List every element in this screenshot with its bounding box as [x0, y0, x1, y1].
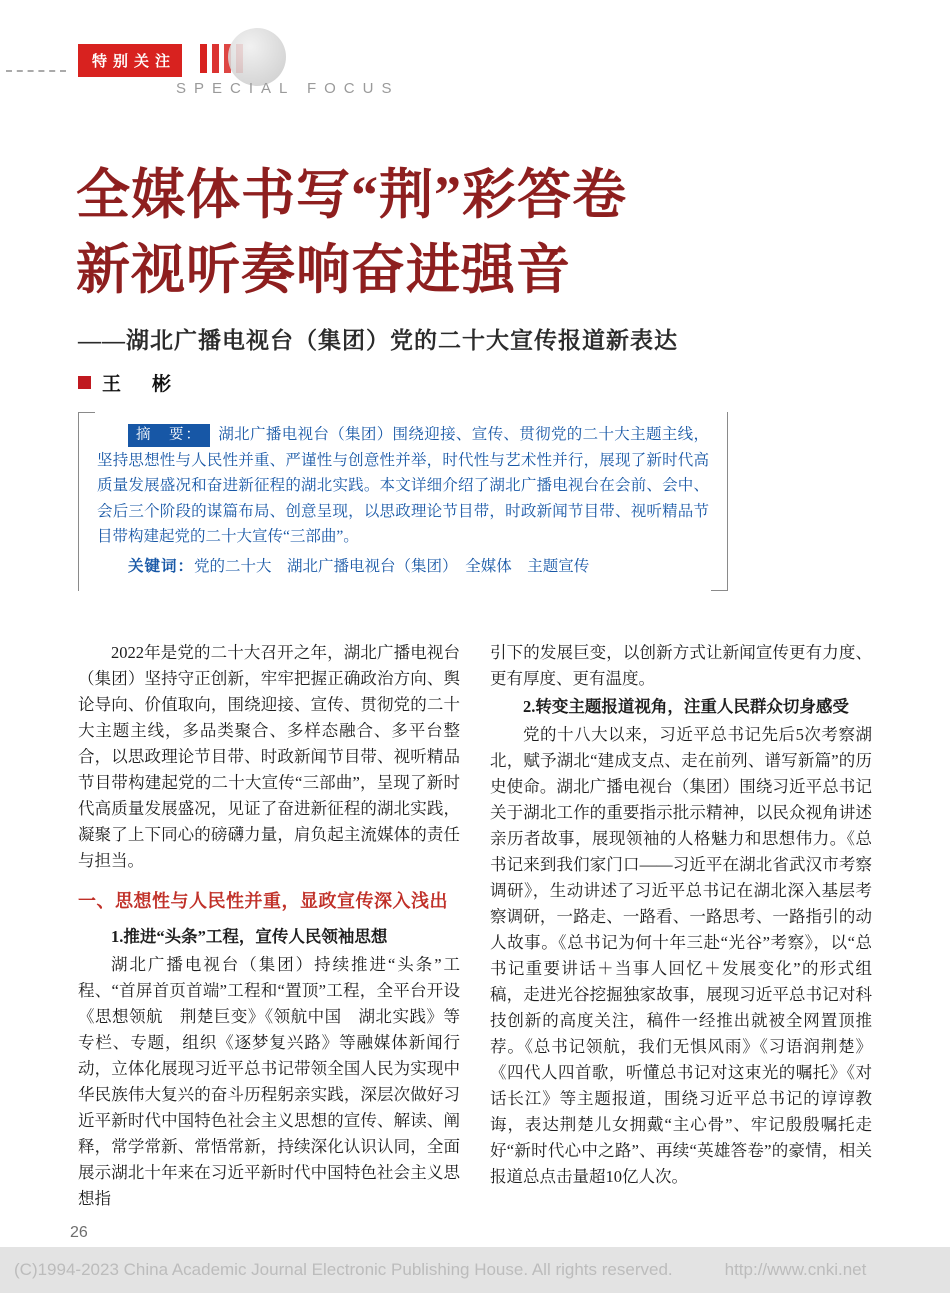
page-number: 26 — [70, 1224, 88, 1241]
left-column — [78, 640, 460, 1212]
author-line — [78, 369, 177, 396]
continuation-paragraph: 引下的发展巨变，以创新方式让新闻宣传更有力度、更有厚度、更有温度。 — [490, 643, 872, 688]
subsection-1-paragraph: 湖北广播电视台（集团）持续推进“头条”工程、“首屏首页首端”工程和“置顶”工程，全平台开设《思想领航 荆楚巨变》《领航中国 湖北实践》等专栏、专题，组织《逐梦复兴路》等融媒体新闻行动，立体化展现习近平总书记带领全国人民为实现中华民族伟大复兴的奋斗历程躬亲实践，深层次做好习近平新时代中国特色社会主义思想的宣传、解读、阐释，常学常新、常悟常新，持续深化认识认同，全面展示湖北十年来在习近平新时代中国特色社会主义思想指 — [78, 955, 460, 1208]
author-name: 王 彬 — [102, 374, 178, 395]
article-title-line1: 全媒体书写“荆”彩答卷 — [76, 165, 627, 225]
author-bullet-square — [78, 376, 91, 389]
subsection-1-heading: 1.推进“头条”工程，宣传人民领袖思想 — [111, 927, 388, 946]
right-column — [490, 640, 872, 1212]
abstract-block — [78, 412, 728, 591]
keywords-text: 党的二十大 湖北广播电视台（集团） 全媒体 主题宣传 — [194, 557, 590, 575]
article-subtitle: ——湖北广播电视台（集团）党的二十大宣传报道新表达 — [78, 328, 678, 353]
article-title-line2: 新视听奏响奋进强音 — [76, 240, 571, 300]
globe-graphic-decoration — [228, 28, 286, 86]
body-columns — [78, 640, 872, 1212]
red-bar — [200, 44, 207, 73]
keywords-line — [97, 554, 709, 580]
red-bar — [212, 44, 219, 73]
special-focus-badge: 特别关注 — [78, 44, 182, 77]
intro-paragraph: 2022年是党的二十大召开之年，湖北广播电视台（集团）坚持守正创新，牢牢把握正确政治方向、舆论导向、价值取向，围绕迎接、宣传、贯彻党的二十大主题主线，多品类聚合、多样态融合、多平台整合，以思政理论节目带、时政新闻节目带、视听精品节目带构建起党的二十大宣传“三部曲”，呈现了新时代高质量发展盛况，见证了奋进新征程的湖北实践，凝聚了上下同心的磅礴力量，肩负起主流媒体的责任与担当。 — [78, 643, 460, 870]
abstract-label-badge: 摘 要： — [128, 424, 210, 447]
subsection-2-heading: 2.转变主题报道视角，注重人民群众切身感受 — [523, 697, 849, 716]
margin-dashes-decoration — [6, 70, 66, 72]
subsection-2-paragraph: 党的十八大以来，习近平总书记先后5次考察湖北，赋予湖北“建成支点、走在前列、谱写新篇”的历史使命。湖北广播电视台（集团）围绕习近平总书记关于湖北工作的重要指示批示精神，以民众视角讲述亲历者故事，展现领袖的人格魅力和思想伟力。《总书记来到我们家门口——习近平在湖北省武汉市考察调研》，生动讲述了习近平总书记在湖北深入基层考察调研，一路走、一路看、一路思考、一路指引的动人故事。《总书记为何十年三赴“光谷”考察》，以“总书记重要讲话＋当事人回忆＋发展变化”的形式组稿，走进光谷挖掘独家故事，展现习近平总书记对科技创新的高度关注，稿件一经推出就被全网置顶推荐。《总书记领航，我们无惧风雨》《习语润荆楚》《四代人四首歌，听懂总书记对这束光的嘱托》《对话长江》等主题报道，围绕习近平总书记的谆谆教诲，表达荆楚儿女拥戴“主心骨”、牢记殷殷嘱托走好“新时代心中之路”、再续“英雄答卷”的豪情，相关报道总点击量超10亿人次。 — [490, 725, 872, 1186]
abstract-paragraph — [97, 422, 709, 550]
special-focus-english-label: SPECIAL FOCUS — [176, 80, 400, 97]
abstract-text: 湖北广播电视台（集团）围绕迎接、宣传、贯彻党的二十大主题主线，坚持思想性与人民性并重、严谨性与创意性并举，时代性与艺术性并行，展现了新时代高质量发展盛况和奋进新征程的湖北实践。本文详细介绍了湖北广播电视台在会前、会中、会后三个阶段的谋篇布局、创意呈现，以思政理论节目带，时政新闻节目带、视听精品节目带构建起党的二十大宣传“三部曲”。 — [97, 426, 709, 545]
copyright-text: (C)1994-2023 China Academic Journal Electronic Publishing House. All rights reserved. — [14, 1260, 673, 1279]
keywords-label: 关键词： — [128, 557, 195, 575]
article-title — [76, 158, 627, 308]
section-1-heading: 一、思想性与人民性并重，显政宣传深入浅出 — [78, 891, 448, 911]
cnki-url: http://www.cnki.net — [724, 1260, 867, 1279]
copyright-footer — [0, 1247, 950, 1293]
